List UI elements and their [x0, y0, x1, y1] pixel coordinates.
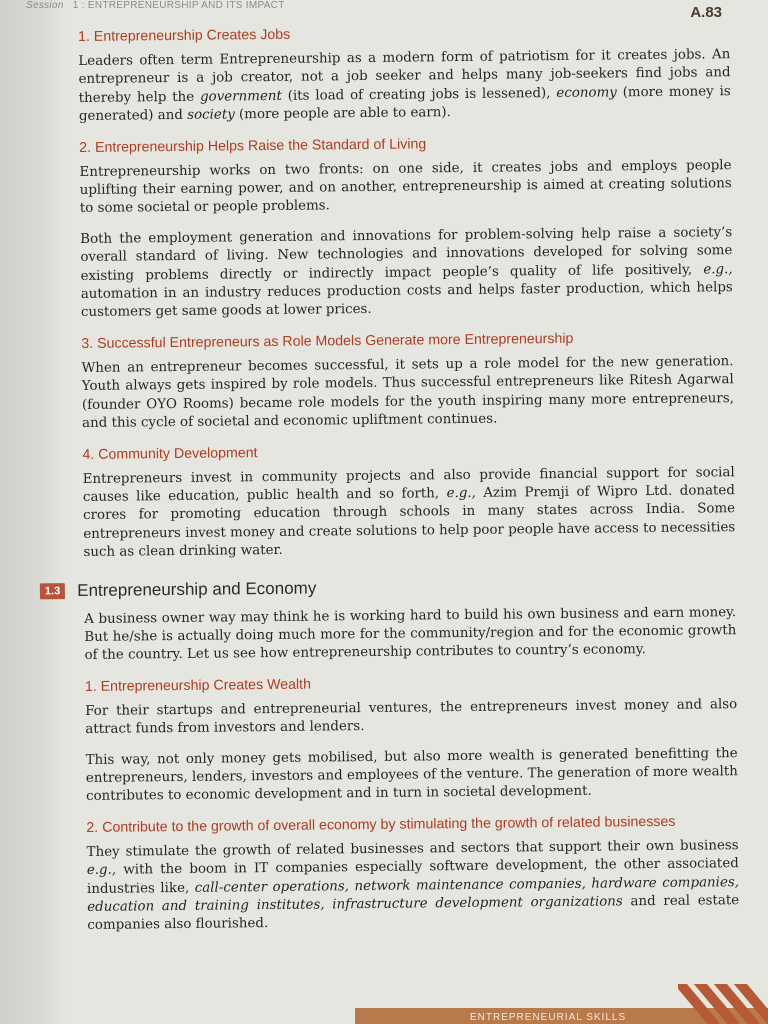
decorative-stripes — [678, 984, 768, 1024]
subheading: 2. Contribute to the growth of overall economy by stimulating the growth of related businesses — [86, 813, 676, 836]
paragraph: They stimulate the growth of related businesses and sectors that support their own business e.g., with the boom in IT companies especially software development, the other associated industries like, call-center operations, network maintenance companies, hardware companies, education and training institutes, infrastructure development organizations and real estate companies also flourished. — [86, 837, 740, 934]
running-title: 1 : ENTREPRENEURSHIP AND ITS IMPACT — [72, 0, 285, 11]
paragraph: A business owner way may think he is working hard to build his own business and earn money. But he/she is actually doing much more for the community/region and for the economic growth of the country. Let us see how entrepreneurship contributes to country’s economy. — [84, 604, 737, 664]
page-number: A.83 — [690, 4, 722, 21]
page-gutter — [0, 0, 68, 1024]
paragraph: Entrepreneurship works on two fronts: on one side, it creates jobs and employs people uplifting their earning power, and on another, entrepreneurship is aimed at creating solutions to some societal or people problems. — [79, 157, 732, 217]
running-head — [26, 0, 285, 11]
subheading: 3. Successful Entrepreneurs as Role Models Generate more Entrepreneurship — [81, 330, 574, 352]
footer-text: ENTREPRENEURIAL SKILLS — [470, 1012, 627, 1023]
session-label: Session — [26, 0, 64, 11]
section-title: Entrepreneurship and Economy — [77, 578, 317, 600]
subheading: 1. Entrepreneurship Creates Wealth — [84, 676, 312, 695]
page-body — [44, 21, 740, 948]
paragraph: Both the employment generation and innovations for problem-solving help raise a society’s overall standard of living. New technologies and innovations developed for solving some existing problems directly or indirectly impact people’s quality of life positively, e.g., automation in an industry reduces production costs and helps faster production, which helps customers get same goods at lower prices. — [80, 225, 733, 321]
paragraph: Leaders often term Entrepreneurship as a modern form of patriotism for it creates jobs. An entrepreneur is a job creator, not a job seeker and helps many job-seekers find jobs and thereby help the government (its load of creating jobs is lessened), economy (more money is generated) and society (more people are able to earn). — [78, 47, 731, 125]
paragraph: When an entrepreneur becomes successful, it sets up a role model for the new generation. Youth always gets inspired by role models. Thus successful entrepreneurs like Ritesh Agarwal (founder OYO Rooms) became role models for the youth inspiring many more entrepreneurs, and this cycle of societal and economic upliftment continues. — [81, 354, 734, 432]
paragraph: Entrepreneurs invest in community projects and also provide financial support for social causes like education, public health and so forth, e.g., Azim Premji of Wipro Ltd. donated crores for promoting education through schools in many states across India. Some entrepreneurs invest money and create solutions to help poor people have access to necessities such as clean drinking water. — [82, 464, 736, 561]
subheading: 2. Entrepreneurship Helps Raise the Standard of Living — [79, 135, 427, 156]
section-number-badge: 1.3 — [40, 583, 65, 599]
subheading: 1. Entrepreneurship Creates Jobs — [78, 26, 291, 45]
section-heading — [40, 574, 736, 601]
paragraph: For their startups and entrepreneurial ventures, the entrepreneurs invest money and also attract funds from investors and lenders. — [85, 696, 738, 738]
subheading: 4. Community Development — [82, 444, 258, 463]
paragraph: This way, not only money gets mobilised, but also more wealth is generated benefitting the entrepreneurs, lenders, investors and employees of the venture. The generation of more wealth contributes to economic development and in turn in societal development. — [85, 745, 738, 805]
